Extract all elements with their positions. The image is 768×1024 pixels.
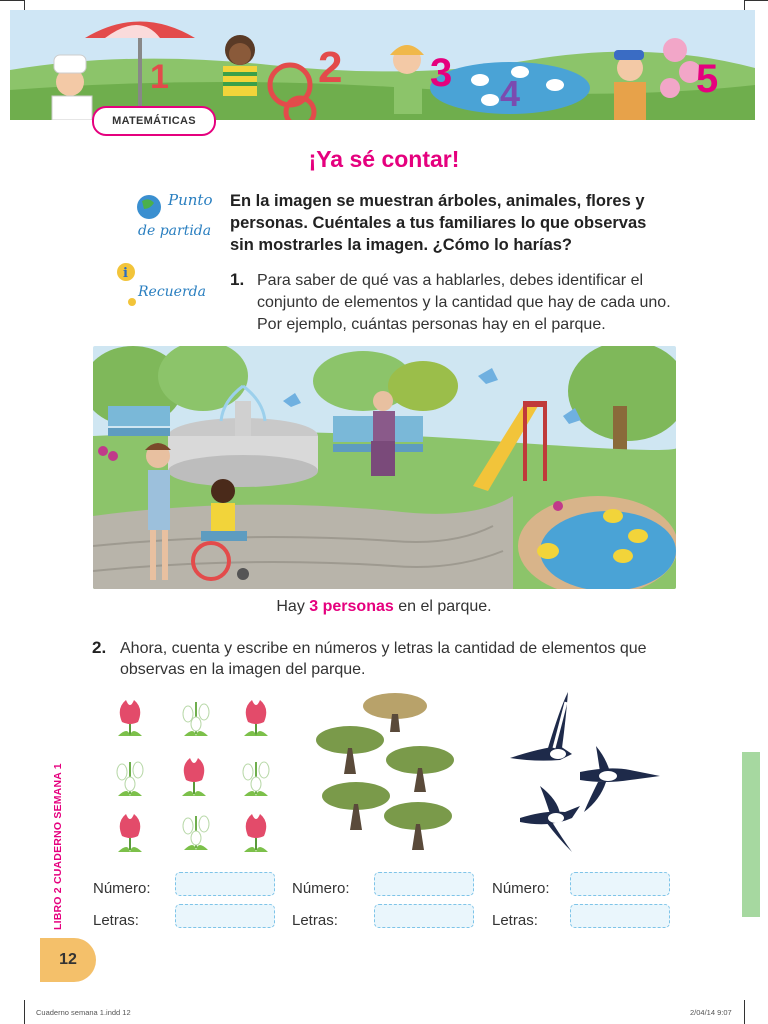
footer-date: 2/04/14 9:07 — [690, 1008, 732, 1017]
partida-label: de partida — [138, 223, 212, 239]
flowers-illustration — [108, 690, 288, 860]
numero-label: Número: — [93, 880, 151, 897]
tulip-icon — [182, 758, 206, 796]
birds-letters-input[interactable] — [570, 904, 670, 928]
trees-illustration — [310, 692, 460, 852]
question-1-text: Para saber de qué vas a hablarles, debes identificar el conjunto de elementos y la cantidad que hay de cada uno. Por ejemplo, cuántas personas hay en el parque. — [257, 272, 671, 333]
question-2-text: Ahora, cuenta y escribe en números y letras la cantidad de elementos que observas en la imagen del parque. — [120, 640, 647, 678]
page-number-text: 12 — [59, 951, 77, 968]
crop-mark — [0, 0, 24, 1]
recuerda-label: Recuerda — [138, 284, 206, 300]
flowers-letters-input[interactable] — [175, 904, 275, 928]
answer-suffix: en el parque. — [393, 598, 492, 615]
letras-label: Letras: — [492, 912, 538, 929]
footer-file: Cuaderno semana 1.indd 12 — [36, 1008, 131, 1017]
header-banner — [10, 10, 755, 120]
numero-label: Número: — [292, 880, 350, 897]
banner-number: 1 — [150, 58, 169, 96]
numero-label: Número: — [492, 880, 550, 897]
question-number: 1. — [230, 270, 245, 289]
tree-icon — [316, 726, 384, 774]
trees-letters-input[interactable] — [374, 904, 474, 928]
page-title: ¡Ya sé contar! — [308, 146, 460, 172]
punto-partida-text: En la imagen se muestran árboles, animales, flores y personas. Cuéntales a tus familiares lo que observas sin mostrarles la imagen. ¿Cómo lo harías? — [230, 192, 647, 254]
crop-mark — [744, 0, 768, 1]
snowdrop-icon — [183, 702, 209, 736]
banner-number: 5 — [696, 57, 719, 101]
answer-line — [0, 598, 768, 616]
punto-label: Punto — [168, 191, 213, 209]
crop-mark — [24, 1000, 25, 1024]
tulip-icon — [244, 700, 268, 736]
bird-icon — [580, 746, 660, 812]
park-illustration — [93, 346, 676, 589]
tulip-icon — [244, 814, 268, 852]
side-label — [52, 760, 66, 930]
recuerda-badge — [112, 262, 222, 307]
tree-icon — [322, 782, 390, 830]
trees-number-input[interactable] — [374, 872, 474, 896]
letras-label: Letras: — [292, 912, 338, 929]
snowdrop-icon — [117, 762, 143, 796]
page-number — [40, 938, 96, 982]
svg-text:i: i — [123, 266, 128, 281]
punto-partida-badge — [132, 187, 222, 242]
tulip-icon — [118, 814, 142, 852]
banner-number: 4 — [500, 73, 521, 114]
section-label: MATEMÁTICAS — [112, 115, 196, 127]
bird-icon — [520, 786, 580, 852]
letras-label: Letras: — [93, 912, 139, 929]
banner-number: 2 — [318, 43, 343, 92]
snowdrop-icon — [183, 816, 209, 850]
banner-number: 3 — [430, 51, 453, 95]
birds-number-input[interactable] — [570, 872, 670, 896]
question-number: 2. — [92, 638, 107, 657]
side-color-tab — [742, 752, 760, 917]
tree-icon — [384, 802, 452, 850]
tulip-icon — [118, 700, 142, 736]
tree-icon — [363, 693, 427, 732]
side-label-text: LIBRO 2 CUADERNO SEMANA 1 — [52, 763, 64, 930]
answer-highlight: 3 personas — [309, 598, 394, 615]
birds-illustration — [500, 688, 670, 858]
section-tab — [92, 106, 216, 136]
crop-mark — [744, 1000, 745, 1024]
snowdrop-icon — [243, 762, 269, 796]
flowers-number-input[interactable] — [175, 872, 275, 896]
bird-icon — [510, 692, 572, 761]
answer-prefix: Hay — [276, 598, 310, 615]
tree-icon — [386, 746, 454, 792]
